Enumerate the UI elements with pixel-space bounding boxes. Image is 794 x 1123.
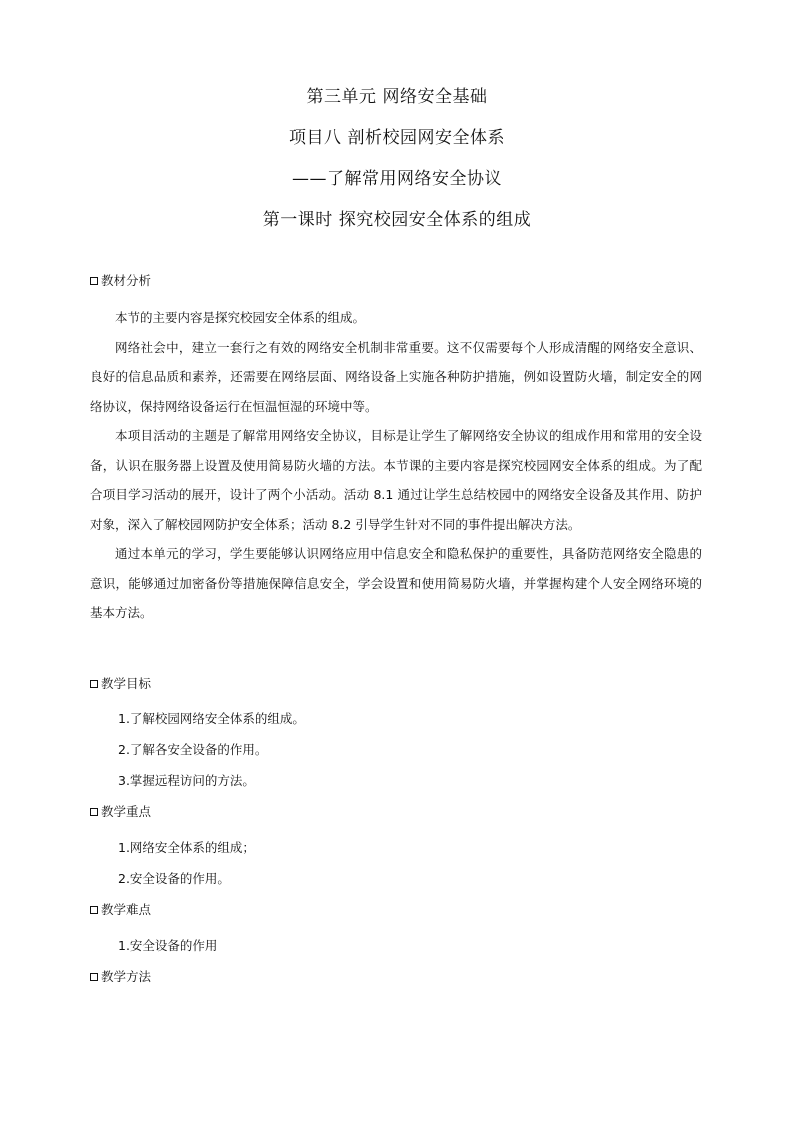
analysis-paragraph-2: 网络社会中，建立一套行之有效的网络安全机制非常重要。这不仅需要每个人形成清醒的网络安全意识、良好的信息品质和素养，还需要在网络层面、网络设备上实施各种防护措施，例如设置防火墙，制定安全的网络协议，保持网络设备运行在恒温恒湿的环境中等。 — [90, 339, 702, 414]
checkbox-square-icon — [90, 906, 98, 914]
key-point-item-2: 2.安全设备的作用。 — [118, 870, 230, 886]
difficulty-item-1: 1.安全设备的作用 — [118, 937, 218, 953]
section-heading-label: 教学重点 — [101, 803, 152, 819]
analysis-paragraph-1: 本节的主要内容是探究校园安全体系的组成。 — [115, 310, 366, 325]
goal-item-2: 2.了解各安全设备的作用。 — [118, 741, 268, 757]
unit-title: 第三单元 网络安全基础 — [306, 87, 488, 107]
section-heading-label: 教学难点 — [101, 901, 152, 917]
analysis-paragraph-3: 本项目活动的主题是了解常用网络安全协议，目标是让学生了解网络安全协议的组成作用和常用的安全设备，认识在服务器上设置及使用简易防火墙的方法。本节课的主要内容是探究校园网安全体系的组成。为了配合项目学习活动的展开，设计了两个小活动。活动 8.1 通过让学生总结校园中的网络安全设备及其作用、防护对象，深入了解校园网防护安全体系；活动 8.2 引导学生针对不同的事件提出解决方法。 — [90, 428, 702, 532]
goal-item-3: 3.掌握远程访问的方法。 — [118, 772, 255, 788]
section-heading-label: 教学方法 — [101, 968, 152, 984]
section-heading-key-points — [90, 803, 702, 821]
section-heading-methods — [90, 968, 702, 986]
checkbox-square-icon — [90, 277, 98, 285]
section-heading-label: 教材分析 — [101, 273, 152, 288]
title-block — [0, 84, 794, 248]
checkbox-square-icon — [90, 973, 98, 981]
section-heading-analysis — [90, 272, 702, 290]
project-title: 项目八 剖析校园网安全体系 — [289, 128, 505, 148]
goal-item-1: 1.了解校园网络安全体系的组成。 — [118, 710, 305, 726]
checkbox-square-icon — [90, 808, 98, 816]
checkbox-square-icon — [90, 680, 98, 688]
project-subtitle: ——了解常用网络安全协议 — [292, 169, 502, 189]
document-body — [90, 272, 702, 986]
lesson-title: 第一课时 探究校园安全体系的组成 — [262, 210, 532, 230]
key-point-item-1: 1.网络安全体系的组成； — [118, 839, 255, 855]
section-heading-goals — [90, 675, 702, 693]
section-heading-difficulties — [90, 901, 702, 919]
section-heading-label: 教学目标 — [101, 675, 152, 691]
analysis-paragraph-4: 通过本单元的学习，学生要能够认识网络应用中信息安全和隐私保护的重要性，具备防范网络安全隐患的意识，能够通过加密备份等措施保障信息安全，学会设置和使用简易防火墙，并掌握构建个人安全网络环境的基本方法。 — [90, 546, 702, 620]
